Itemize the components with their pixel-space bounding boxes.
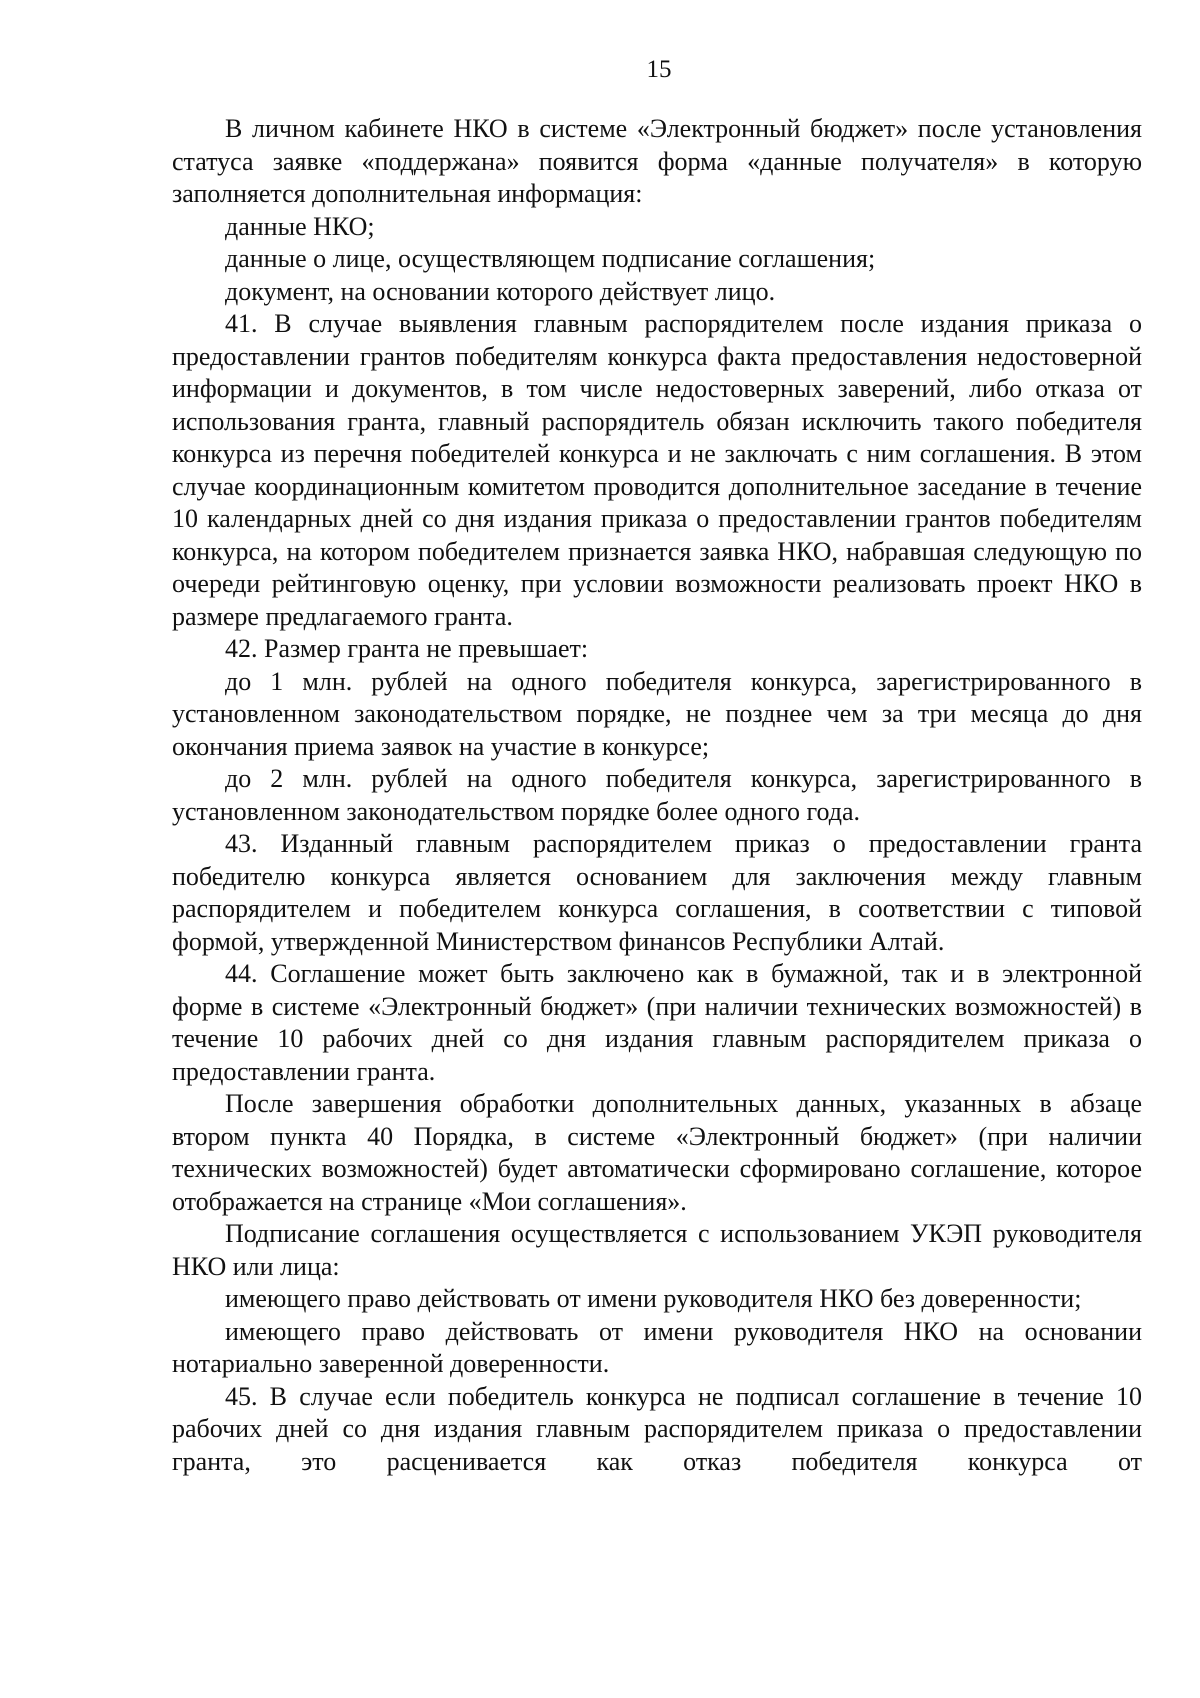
paragraph-authority-document: документ, на основании которого действует лицо. <box>225 276 776 306</box>
paragraph-grant-2-million: до 2 млн. рублей на одного победителя конкурса, зарегистрированного в установленном законодательством порядке более одного года. <box>172 764 1142 826</box>
page-number: 15 <box>646 56 672 83</box>
paragraph-grant-1-million: до 1 млн. рублей на одного победителя конкурса, зарегистрированного в установленном законодательством порядке, не позднее чем за три месяца до дня окончания приема заявок на участие в конкурсе; <box>172 666 1142 761</box>
paragraph-notarized-power-of-attorney: имеющего право действовать от имени руководителя НКО на основании нотариально заверенной доверенности. <box>172 1316 1142 1378</box>
paragraph-item-45: 45. В случае если победитель конкурса не подписал соглашение в течение 10 рабочих дней со дня издания главным распорядителем приказа о предоставлении гранта, это расценивается как отказ победителя конкурса от <box>172 1381 1142 1476</box>
paragraph-personal-account: В личном кабинете НКО в системе «Электронный бюджет» после установления статуса заявке «поддержана» появится форма «данные получателя» в которую заполняется дополнительная информация: <box>172 114 1142 208</box>
paragraph-item-42: 42. Размер гранта не превышает: <box>225 634 589 663</box>
paragraph-agreement-generation: После завершения обработки дополнительных данных, указанных в абзаце втором пункта 40 Порядка, в системе «Электронный бюджет» (при наличии технических возможностей) будет автоматически сформировано соглашение, которое отображается на странице «Мои соглашения». <box>172 1089 1142 1216</box>
paragraph-item-41: 41. В случае выявления главным распорядителем после издания приказа о предоставлении грантов победителям конкурса факта предоставления недостоверной информации и документов, в том числе недостоверных заверений, либо отказа от использования гранта, главный распорядитель обязан исключить такого победителя конкурса из перечня победителей конкурса и не заключать с ним соглашения. В этом случае координационным комитетом проводится дополнительное заседание в течение 10 календарных дней со дня издания приказа о предоставлении грантов победителям конкурса, на котором победителем признается заявка НКО, набравшая следующую по очереди рейтинговую оценку, при условии возможности реализовать проект НКО в размере предлагаемого гранта. <box>172 309 1142 631</box>
paragraph-signatory-data: данные о лице, осуществляющем подписание соглашения; <box>225 244 876 273</box>
paragraph-nko-data: данные НКО; <box>225 211 375 241</box>
document-body <box>172 113 1142 1478</box>
paragraph-without-power-of-attorney: имеющего право действовать от имени руководителя НКО без доверенности; <box>225 1284 1082 1313</box>
paragraph-item-44: 44. Соглашение может быть заключено как в бумажной, так и в электронной форме в системе «Электронный бюджет» (при наличии технических возможностей) в течение 10 рабочих дней со дня издания главным распорядителем приказа о предоставлении гранта. <box>172 959 1142 1086</box>
paragraph-signing-ukep: Подписание соглашения осуществляется с использованием УКЭП руководителя НКО или лица: <box>172 1219 1142 1281</box>
paragraph-item-43: 43. Изданный главным распорядителем приказ о предоставлении гранта победителю конкурса является основанием для заключения между главным распорядителем и победителем конкурса соглашения, в соответствии с типовой формой, утвержденной Министерством финансов Республики Алтай. <box>172 829 1142 956</box>
